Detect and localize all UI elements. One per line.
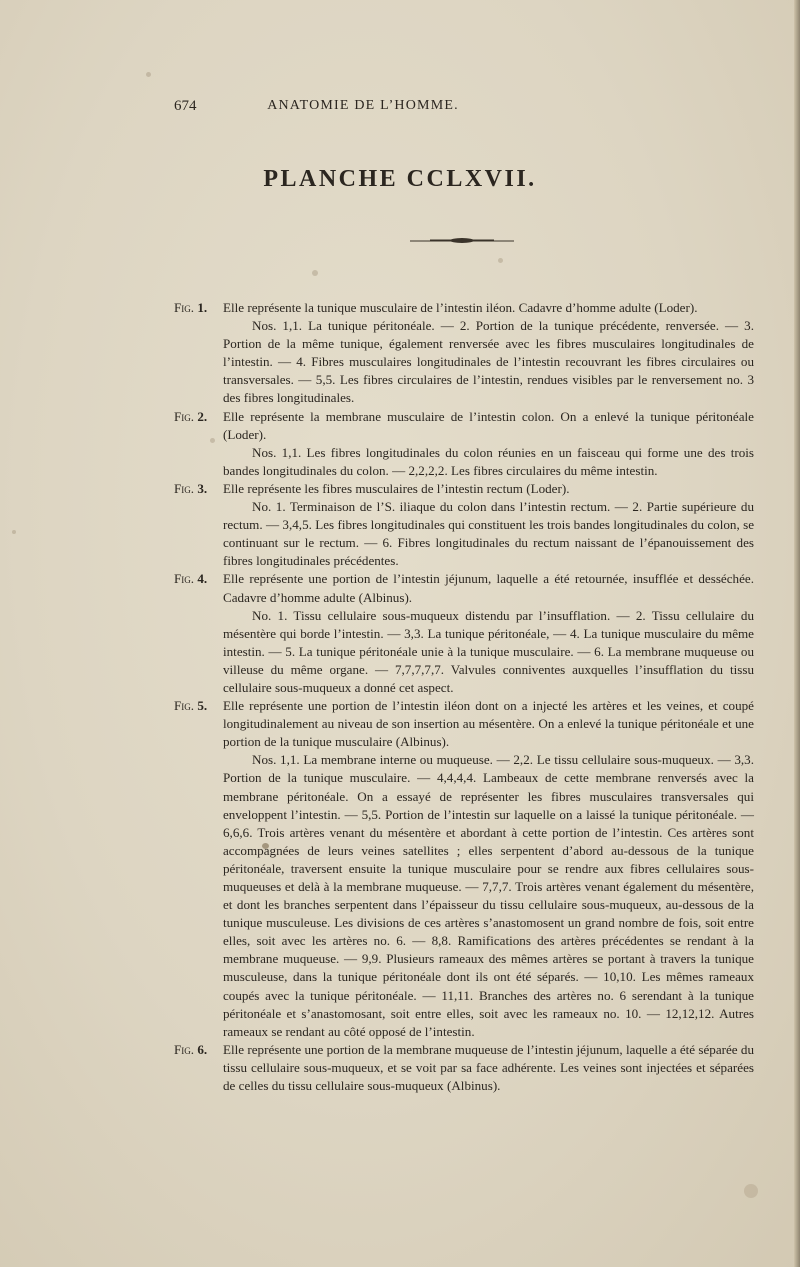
paper-stain — [12, 530, 16, 534]
figure-entry — [174, 480, 754, 570]
figure-entry — [174, 408, 754, 480]
paper-stain — [744, 1184, 758, 1198]
figure-label: Fig. 5. — [174, 698, 208, 714]
page-number: 674 — [174, 98, 197, 114]
figure-details: No. 1. Terminaison de l’S. iliaque du colon dans l’intestin rectum. — 2. Partie supérieure du rectum. — 3,4,5. Les fibres longitudinales qui constituent les trois bandes longitudinales du colon, se continuant sur le rectum. — 6. Fibres longitudinales du rectum naissant de l’épanouissement des fibres longitudinales précédentes. — [223, 499, 754, 569]
figure-description: Fig. 1. Elle représente la tunique musculaire de l’intestin iléon. Cadavre d’homme adulte (Loder). — [174, 299, 754, 317]
figure-description: Fig. 2. Elle représente la membrane musculaire de l’intestin colon. On a enlevé la tunique péritonéale (Loder). — [174, 408, 754, 442]
figure-entry — [174, 299, 754, 408]
figure-descriptions — [174, 299, 754, 1095]
figure-entry — [174, 1041, 754, 1095]
figure-entry — [174, 697, 754, 1041]
figure-label: Fig. 4. — [174, 571, 208, 587]
figure-description: Fig. 5. Elle représente une portion de l’intestin iléon dont on a injecté les artères et les veines, et coupé longitudinalement au niveau de son insertion au mésentère. On a enlevé la tunique péritonéale et une portion de la tunique musculaire (Albinus). — [174, 698, 754, 750]
paper-stain — [498, 258, 503, 263]
plate-title: PLANCHE CCLXVII. — [263, 166, 537, 192]
paper-stain — [312, 270, 318, 276]
figure-details: Nos. 1,1. La membrane interne ou muqueuse. — 2,2. Le tissu cellulaire sous-muqueux. — 3,3. Portion de la tunique musculaire. — 4,4,4,4. Lambeaux de cette membrane renversés avec la membrane péritonéale. On a essayé de représenter les fibres musculaires transversales qui enveloppent l’intestin. — 5,5. Portion de l’intestin sur laquelle on a laissé la tunique péritonéale. — 6,6,6. Trois artères venant du mésentère et abordant à cette portion de l’intestin. Ces artères sont accompagnées de leurs veines satellites ; elles serpentent d’abord au-dessous de la tunique péritonéale, traversent ensuite la tunique musculaire pour se rendre aux fibres cellulaires sous-muqueuses et delà à la membrane muqueuse. — 7,7,7. Trois artères venant également du mésentère, et dont les branches serpentent dans l’épaisseur du tissu cellulaire sous-muqueux, au-dessous de la tunique musculeuse. Les divisions de ces artères s’anastomosent un grand nombre de fois, soit entre elles, soit avec les artères no. 6. — 8,8. Ramifications des artères précédentes se rendant à la membrane muqueuse. — 9,9. Plusieurs rameaux des mêmes artères se portant à travers la tunique musculeuse, dans la tunique péritonéale dont ils ont été séparés. — 10,10. Les mêmes rameaux coupés avec la tunique péritonéale. — 11,11. Branches des artères no. 6 serendant à la tunique péritonéale et s’anastomosant, soit entre elles, soit avec les rameaux no. 10. — 12,12,12. Autres rameaux se rendant au côté opposé de l’intestin. — [223, 752, 754, 1039]
figure-label: Fig. 3. — [174, 480, 208, 496]
paper-stain — [146, 72, 151, 77]
figure-description: Fig. 6. Elle représente une portion de la membrane muqueuse de l’intestin jéjunum, laquelle a été séparée du tissu cellulaire sous-muqueux, et se voit par sa face adhérente. Les veines sont injectées et séparées de celles du tissu cellulaire sous-muqueux (Albinus). — [174, 1041, 754, 1094]
running-title: ANATOMIE DE L’HOMME. — [267, 98, 459, 113]
figure-details: Nos. 1,1. Les fibres longitudinales du colon réunies en un faisceau qui forme une des trois bandes longitudinales du colon. — 2,2,2,2. Les fibres circulaires du même intestin. — [223, 444, 754, 478]
figure-description: Fig. 4. Elle représente une portion de l’intestin jéjunum, laquelle a été retournée, insufflée et desséchée. Cadavre d’homme adulte (Albinus). — [174, 571, 754, 605]
figure-details: Nos. 1,1. La tunique péritonéale. — 2. Portion de la tunique précédente, renversée. — 3. Portion de la même tunique, également renversée avec les fibres musculaires longitudinales de l’intestin. — 4. Fibres musculaires longitudinales de l’intestin recouvrant les fibres circulaires ou transversales. — 5,5. Les fibres circulaires de l’intestin, rendues visibles par le renversement no. 3 des fibres longitudinales. — [223, 318, 754, 406]
figure-entry — [174, 570, 754, 697]
figure-label: Fig. 1. — [174, 300, 208, 315]
figure-label: Fig. 6. — [174, 1041, 208, 1057]
page-header — [174, 98, 552, 120]
figure-label: Fig. 2. — [174, 408, 208, 424]
ornament-rule-icon — [410, 236, 514, 246]
figure-description: Fig. 3. Elle représente les fibres musculaires de l’intestin rectum (Loder). — [174, 480, 754, 498]
figure-details: No. 1. Tissu cellulaire sous-muqueux distendu par l’insufflation. — 2. Tissu cellulaire du mésentère qui borde l’intestin. — 3,3. La tunique péritonéale, — 4. La tunique musculaire du même intestin. — 5. La tunique péritonéale unie à la tunique musculaire. — 6. La membrane muqueuse ou villeuse du même organe. — 7,7,7,7,7. Valvules conniventes auxquelles l’insufflation du tissu cellulaire sous-muqueux a donné cet aspect. — [223, 607, 754, 695]
